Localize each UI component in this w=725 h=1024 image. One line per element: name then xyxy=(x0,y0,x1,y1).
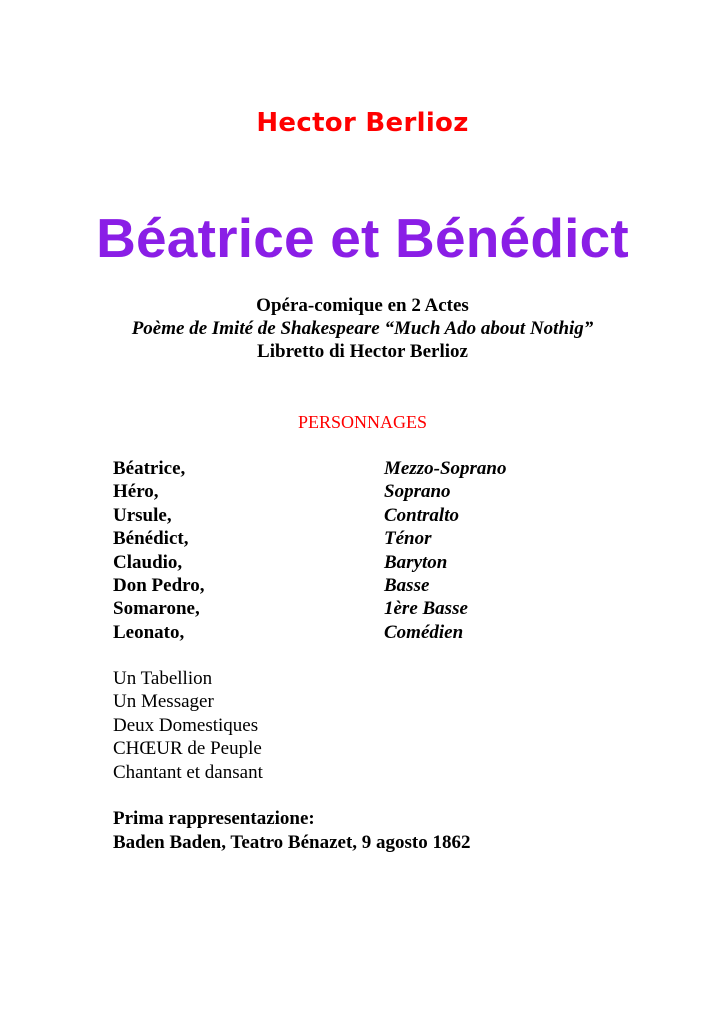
composer-name: Hector Berlioz xyxy=(256,108,469,138)
genre-line: Opéra-comique en 2 Actes xyxy=(256,295,469,316)
voice-type: Ténor xyxy=(384,528,432,550)
voice-type: 1ère Basse xyxy=(384,598,468,620)
character-name: Ursule, xyxy=(113,504,172,526)
premiere-details: Baden Baden, Teatro Bénazet, 9 agosto 1862 xyxy=(113,832,471,853)
character-name: Claudio, xyxy=(113,551,183,573)
cast-row xyxy=(113,504,673,527)
voice-type: Comédien xyxy=(384,621,464,643)
character-name: Leonato, xyxy=(113,621,185,643)
voice-type: Contralto xyxy=(384,504,459,526)
libretto-line: Libretto di Hector Berlioz xyxy=(257,341,468,362)
extra-role: Deux Domestiques xyxy=(113,714,259,736)
extra-role: Chantant et dansant xyxy=(113,761,263,783)
cast-row xyxy=(113,597,673,620)
cast-row xyxy=(113,527,673,550)
extra-role: CHŒUR de Peuple xyxy=(113,738,262,760)
character-name: Don Pedro, xyxy=(113,574,205,596)
character-name: Béatrice, xyxy=(113,458,186,479)
extra-role: Un Messager xyxy=(113,691,214,713)
premiere-info xyxy=(113,807,471,855)
extras-list xyxy=(113,667,263,784)
source-line: Poème de Imité de Shakespeare “Much Ado about Nothig” xyxy=(131,318,594,339)
cast-row xyxy=(113,457,673,480)
extra-role: Un Tabellion xyxy=(113,668,213,689)
cast-row xyxy=(113,621,673,644)
voice-type: Basse xyxy=(384,574,430,596)
premiere-label: Prima rappresentazione: xyxy=(113,808,315,829)
character-name: Héro, xyxy=(113,481,159,503)
voice-type: Soprano xyxy=(384,481,451,503)
cast-row xyxy=(113,551,673,574)
cast-list xyxy=(113,457,673,644)
voice-type: Mezzo-Soprano xyxy=(384,458,507,479)
voice-type: Baryton xyxy=(384,551,448,573)
character-name: Somarone, xyxy=(113,598,200,620)
cast-row xyxy=(113,480,673,503)
subtitle-block xyxy=(0,294,725,363)
opera-title: Béatrice et Bénédict xyxy=(96,207,629,269)
personnages-heading: PERSONNAGES xyxy=(297,412,428,432)
cast-row xyxy=(113,574,673,597)
character-name: Bénédict, xyxy=(113,528,189,550)
